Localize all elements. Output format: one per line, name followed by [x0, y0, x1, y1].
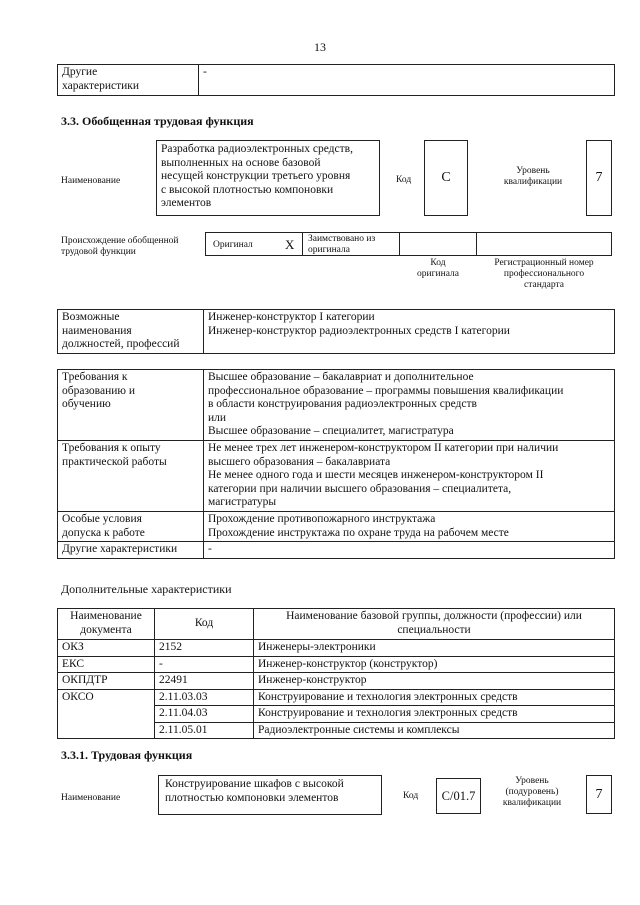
- section-heading: 3.3. Обобщенная трудовая функция: [61, 114, 254, 128]
- table-row: [58, 370, 615, 441]
- code-label: Код: [396, 175, 412, 185]
- row-name: Конструирование и технология электронных средств: [254, 706, 615, 723]
- header-name: Наименование базовой группы, должности (профессии) или специальности: [254, 609, 615, 640]
- row-code: 2.11.03.03: [155, 689, 254, 706]
- row-code: 2152: [155, 640, 254, 657]
- borrowed-label: Заимствовано из оригинала: [308, 234, 376, 255]
- requirements-table: [57, 369, 615, 559]
- table-row: [58, 673, 615, 690]
- function-code-label: Код: [403, 791, 419, 801]
- original-label: Оригинал: [213, 240, 253, 250]
- row-code: -: [155, 656, 254, 673]
- table-row: [58, 656, 615, 673]
- row-doc: ОКПДТР: [58, 673, 155, 690]
- row-name: Инженер-конструктор (конструктор): [254, 656, 615, 673]
- row-doc: ОКСО: [58, 689, 155, 739]
- table-row: [58, 542, 615, 559]
- additional-title: Дополнительные характеристики: [61, 582, 232, 596]
- origin-row: [205, 232, 612, 256]
- table-row: [58, 512, 615, 542]
- origin-label: Происхождение обобщенной трудовой функции: [61, 236, 179, 257]
- table-header: [58, 609, 615, 640]
- name-label: Наименование: [61, 176, 121, 186]
- function-level-label: Уровень (подуровень) квалификации: [502, 776, 562, 808]
- function-name-label: Наименование: [61, 793, 121, 803]
- requirement-value: -: [204, 542, 615, 559]
- requirement-value: Прохождение противопожарного инструктажа Прохождение инструктажа по охране труда на рабочем месте: [204, 512, 615, 542]
- subsection-heading: 3.3.1. Трудовая функция: [61, 748, 193, 762]
- top-table: [57, 64, 615, 96]
- header-doc: Наименование документа: [58, 609, 155, 640]
- positions-table: [57, 309, 615, 354]
- row-doc: ЕКС: [58, 656, 155, 673]
- row-name: Конструирование и технология электронных средств: [254, 689, 615, 706]
- level-value: 7: [586, 140, 612, 216]
- row-name: Инженер-конструктор: [254, 673, 615, 690]
- code-original-caption: Код оригинала: [417, 258, 459, 279]
- divider: [476, 232, 477, 256]
- name-value: Разработка радиоэлектронных средств, выполненных на основе базовой несущей конструкции третьего уровня с высокой плотностью компоновки элементов: [156, 140, 380, 216]
- requirement-label: Требования к образованию и обучению: [58, 370, 204, 441]
- row-code: 22491: [155, 673, 254, 690]
- requirement-label: Другие характеристики: [58, 542, 204, 559]
- function-name-value: Конструирование шкафов с высокой плотностью компоновки элементов: [158, 775, 382, 815]
- positions-value: Инженер-конструктор I категории Инженер-конструктор радиоэлектронных средств I категории: [204, 310, 615, 354]
- row-code: 2.11.05.01: [155, 722, 254, 739]
- requirement-value: Высшее образование – бакалавриат и дополнительное профессиональное образование – программы повышения квалификации в области конструирования радиоэлектронных средств или Высшее образование – специалитет, магистратура: [204, 370, 615, 441]
- page-number: 13: [314, 40, 326, 54]
- requirement-label: Требования к опыту практической работы: [58, 441, 204, 512]
- positions-label: Возможные наименования должностей, профессий: [58, 310, 204, 354]
- requirement-label: Особые условия допуска к работе: [58, 512, 204, 542]
- function-level-value: 7: [586, 775, 612, 814]
- additional-table: [57, 608, 615, 739]
- function-code-value: C/01.7: [436, 778, 481, 814]
- row-code: 2.11.04.03: [155, 706, 254, 723]
- requirement-value: Не менее трех лет инженером-конструктором II категории при наличии высшего образования – бакалавриата Не менее одного года и шести месяцев инженером-конструктором II категории при наличии высшего образования – специалитета, магистратуры: [204, 441, 615, 512]
- divider: [399, 232, 400, 256]
- table-row: [58, 640, 615, 657]
- table-row: [58, 441, 615, 512]
- row-doc: ОКЗ: [58, 640, 155, 657]
- header-code: Код: [155, 609, 254, 640]
- reg-number-caption: Регистрационный номер профессионального стандарта: [494, 258, 594, 290]
- level-label: Уровень квалификации: [503, 166, 563, 187]
- row-name: Инженеры-электроники: [254, 640, 615, 657]
- table-row: [58, 689, 615, 706]
- other-characteristics-label: Другие характеристики: [58, 65, 199, 96]
- row-name: Радиоэлектронные системы и комплексы: [254, 722, 615, 739]
- other-characteristics-value: -: [199, 65, 615, 96]
- code-value: C: [424, 140, 468, 216]
- divider: [302, 232, 303, 256]
- original-mark: X: [285, 237, 295, 252]
